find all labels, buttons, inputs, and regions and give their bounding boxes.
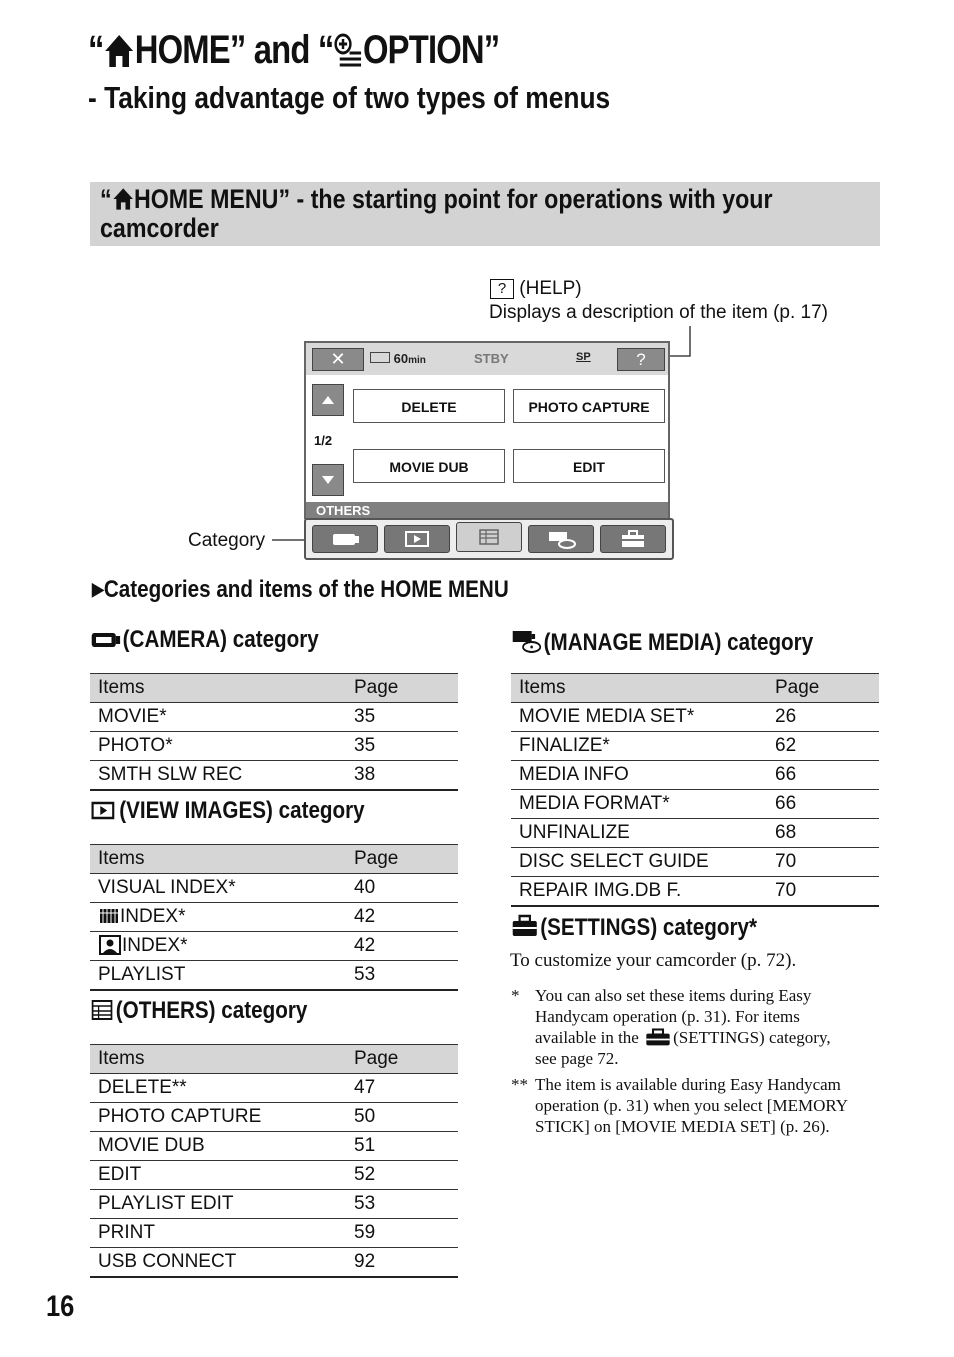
category-bar: OTHERS <box>306 502 668 519</box>
delete-button[interactable]: DELETE <box>353 389 505 423</box>
photo-capture-button[interactable]: PHOTO CAPTURE <box>513 389 665 423</box>
table-row: MEDIA INFO 66 <box>511 761 879 790</box>
note-mark: ** <box>511 1075 528 1094</box>
camcorder-screen <box>304 341 670 519</box>
triangle-bullet-icon: ▶ <box>92 579 104 599</box>
arrow-down-icon <box>313 465 343 495</box>
table-header: Items Page <box>90 845 458 874</box>
view-images-icon <box>385 526 449 552</box>
option-icon <box>333 33 363 79</box>
table-row: REPAIR IMG.DB F. 70 <box>511 877 879 907</box>
page-number: 16 <box>46 1290 75 1323</box>
table-header: Items Page <box>90 1045 458 1074</box>
others-icon <box>90 998 114 1022</box>
settings-icon <box>601 526 665 552</box>
table-row: PLAYLIST EDIT 53 <box>90 1190 458 1219</box>
category-tab-strip <box>304 518 674 560</box>
camera-icon <box>313 526 377 552</box>
table-row: INDEX* 42 <box>90 932 458 961</box>
scroll-down-button[interactable] <box>312 464 344 496</box>
category-callout: Category <box>188 530 266 551</box>
film-roll-index-icon <box>98 907 120 925</box>
help-description: Displays a description of the item (p. 17) <box>489 302 828 323</box>
battery-icon <box>370 352 390 363</box>
tab-view-images[interactable] <box>384 525 450 553</box>
table-header: Items Page <box>511 674 879 703</box>
table-row: USB CONNECT 92 <box>90 1248 458 1278</box>
camera-category-title: (CAMERA) category <box>90 626 319 654</box>
table-row: PHOTO CAPTURE 50 <box>90 1103 458 1132</box>
table-row: SMTH SLW REC 38 <box>90 761 458 791</box>
table-row: FINALIZE* 62 <box>511 732 879 761</box>
settings-category-title: (SETTINGS) category* <box>511 913 757 942</box>
table-row: PHOTO* 35 <box>90 732 458 761</box>
battery-indicator: 60min <box>370 351 426 366</box>
tab-others[interactable] <box>456 522 522 552</box>
footnote-2: The item is available during Easy Handycam operation (p. 31) when you select [MEMORY STICK] on [MOVIE MEDIA SET] (p. 26). <box>535 1075 849 1136</box>
status-text: STBY <box>474 351 509 366</box>
view-images-table <box>90 844 458 991</box>
table-row: MOVIE* 35 <box>90 703 458 732</box>
manage-media-icon <box>511 626 542 654</box>
section-heading: “ HOME MENU” - the starting point for operations with your camcorder <box>100 184 773 243</box>
table-row: MOVIE DUB 51 <box>90 1132 458 1161</box>
others-icon <box>457 523 521 551</box>
table-row: DELETE** 47 <box>90 1074 458 1103</box>
home-icon <box>104 33 135 79</box>
camera-table <box>90 673 458 791</box>
help-button[interactable]: ? <box>617 348 665 371</box>
view-images-icon <box>90 798 118 822</box>
home-icon <box>112 187 134 211</box>
note-mark: * <box>511 986 520 1005</box>
close-button[interactable]: ✕ <box>312 348 364 371</box>
page-title: “ HOME” and “ OPTION” <box>88 28 499 79</box>
face-index-icon <box>98 935 122 955</box>
tab-settings[interactable] <box>600 525 666 553</box>
table-row: MEDIA FORMAT* 66 <box>511 790 879 819</box>
table-row: VISUAL INDEX* 40 <box>90 874 458 903</box>
table-row: PRINT 59 <box>90 1219 458 1248</box>
settings-icon <box>511 913 539 939</box>
scroll-up-button[interactable] <box>312 384 344 416</box>
tab-camera[interactable] <box>312 525 378 553</box>
camera-icon <box>90 627 121 651</box>
others-category-title: (OTHERS) category <box>90 997 307 1025</box>
table-header: Items Page <box>90 674 458 703</box>
section-band <box>90 182 880 246</box>
tab-manage-media[interactable] <box>528 525 594 553</box>
manage-media-category-title: (MANAGE MEDIA) category <box>511 626 813 657</box>
table-row: UNFINALIZE 68 <box>511 819 879 848</box>
settings-icon <box>643 1027 673 1047</box>
manage-media-table <box>511 673 879 907</box>
table-row: EDIT 52 <box>90 1161 458 1190</box>
footnote-1: You can also set these items during Easy Handycam operation (p. 31). For items available in the (SETTINGS) category, see page 72. <box>535 986 831 1068</box>
page-subtitle: - Taking advantage of two types of menus <box>88 80 611 115</box>
table-row: MOVIE MEDIA SET* 26 <box>511 703 879 732</box>
help-callout: ? (HELP) <box>490 278 582 300</box>
arrow-up-icon <box>313 385 343 415</box>
quality-badge: SP <box>576 351 591 363</box>
categories-heading: ▶Categories and items of the HOME MENU <box>92 576 509 603</box>
screen-top-bar <box>306 343 668 375</box>
table-row: INDEX* 42 <box>90 903 458 932</box>
page-indicator: 1/2 <box>314 433 333 448</box>
help-icon: ? <box>490 279 514 299</box>
table-row: PLAYLIST 53 <box>90 961 458 991</box>
manage-media-icon <box>529 526 593 552</box>
view-images-category-title: (VIEW IMAGES) category <box>90 797 365 825</box>
settings-description: To customize your camcorder (p. 72). <box>510 950 797 971</box>
edit-button[interactable]: EDIT <box>513 449 665 483</box>
movie-dub-button[interactable]: MOVIE DUB <box>353 449 505 483</box>
table-row: DISC SELECT GUIDE 70 <box>511 848 879 877</box>
others-table <box>90 1044 458 1278</box>
